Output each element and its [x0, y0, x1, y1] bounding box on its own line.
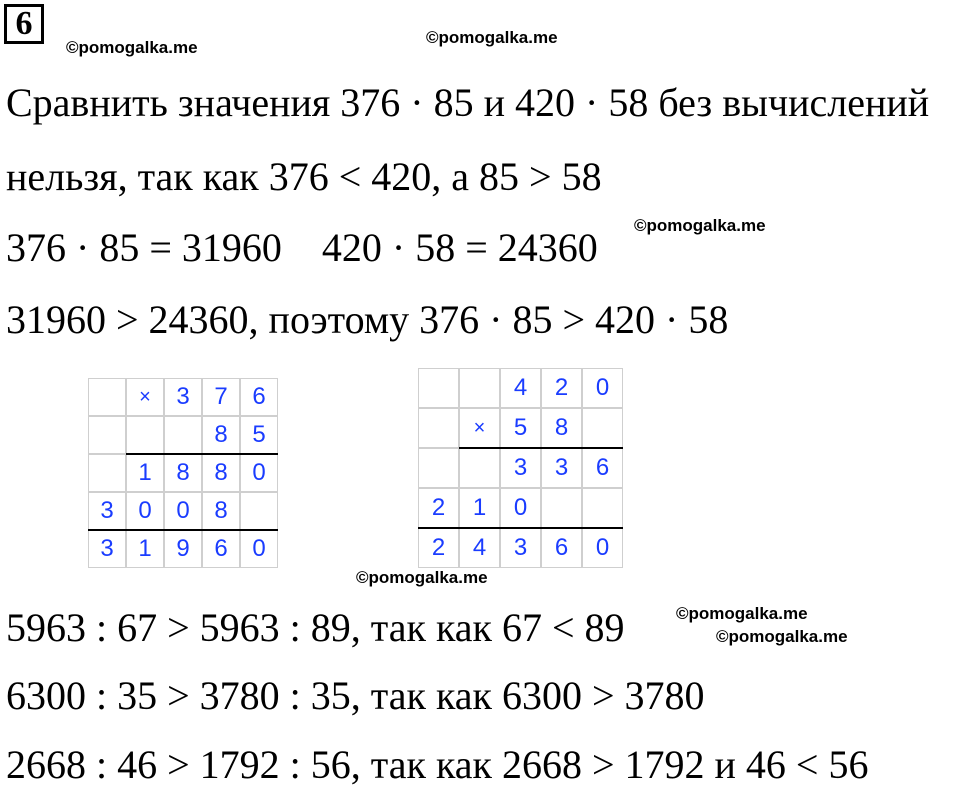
- grid-cell: [582, 408, 623, 448]
- grid-cell: 2: [541, 368, 582, 408]
- grid-cell: 3: [500, 528, 541, 568]
- sum-rule-2b: [418, 527, 623, 529]
- grid-cell: 3: [164, 378, 202, 416]
- grid-cell: 2: [418, 528, 459, 568]
- grid-cell: [88, 378, 126, 416]
- grid-cell: [418, 368, 459, 408]
- watermark: ©pomogalka.me: [716, 627, 848, 646]
- watermark: ©pomogalka.me: [426, 28, 558, 47]
- grid-cell: [88, 416, 126, 454]
- watermark: ©pomogalka.me: [676, 604, 808, 623]
- solution-line-5: 5963 : 67 > 5963 : 89, так как 67 < 89: [6, 605, 625, 650]
- grid-cell: 8: [164, 454, 202, 492]
- grid-cell: 8: [202, 454, 240, 492]
- grid-cell: 0: [582, 368, 623, 408]
- grid-cell: 3: [88, 530, 126, 568]
- task-number-badge: [4, 4, 44, 44]
- grid-cell: 0: [126, 492, 164, 530]
- grid-cell: 8: [541, 408, 582, 448]
- grid-cell: [418, 448, 459, 488]
- grid-cell: 5: [240, 416, 278, 454]
- multiply-sign: ×: [459, 408, 500, 448]
- grid-cell: 3: [541, 448, 582, 488]
- multiplication-grid-2: [418, 368, 623, 568]
- watermark: ©pomogalka.me: [634, 216, 766, 235]
- grid-cell: 1: [126, 454, 164, 492]
- grid-cell: [541, 488, 582, 528]
- grid-cell: 2: [418, 488, 459, 528]
- grid-cell: 4: [500, 368, 541, 408]
- grid-cell: [459, 448, 500, 488]
- grid-cell: [418, 408, 459, 448]
- product-rule-2a: [459, 447, 623, 449]
- grid-cell: 3: [88, 492, 126, 530]
- grid-cell: 1: [459, 488, 500, 528]
- multiply-sign: ×: [126, 378, 164, 416]
- grid-cell: 6: [582, 448, 623, 488]
- solution-line-6: 6300 : 35 > 3780 : 35, так как 6300 > 3780: [6, 673, 705, 718]
- grid-cell: [126, 416, 164, 454]
- grid-cell: [459, 368, 500, 408]
- grid-cell: 0: [240, 530, 278, 568]
- task-number: 6: [15, 5, 33, 42]
- product-rule-1a: [126, 453, 278, 455]
- grid-cell: 0: [582, 528, 623, 568]
- grid-cell: 1: [126, 530, 164, 568]
- sum-rule-1b: [88, 529, 278, 531]
- solution-line-1: Сравнить значения 376 · 85 и 420 · 58 без вычислений: [6, 80, 930, 125]
- watermark: ©pomogalka.me: [356, 568, 488, 587]
- grid-cell: 8: [202, 416, 240, 454]
- grid-cell: 5: [500, 408, 541, 448]
- multiplication-grid-1: [88, 378, 278, 568]
- grid-cell: 0: [500, 488, 541, 528]
- grid-cell: [164, 416, 202, 454]
- grid-cell: 6: [541, 528, 582, 568]
- watermark: ©pomogalka.me: [66, 38, 198, 57]
- grid-cell: [240, 492, 278, 530]
- solution-line-2: нельзя, так как 376 < 420, а 85 > 58: [6, 154, 602, 199]
- grid-cell: 9: [164, 530, 202, 568]
- grid-cell: 6: [202, 530, 240, 568]
- grid-cell: 8: [202, 492, 240, 530]
- grid-cell: 0: [164, 492, 202, 530]
- solution-line-4: 31960 > 24360, поэтому 376 · 85 > 420 · 58: [6, 297, 729, 342]
- grid-cell: 0: [240, 454, 278, 492]
- grid-cell: 4: [459, 528, 500, 568]
- solution-line-7: 2668 : 46 > 1792 : 56, так как 2668 > 1792 и 46 < 56: [6, 742, 869, 787]
- grid-cell: 6: [240, 378, 278, 416]
- solution-line-3: 376 · 85 = 31960 420 · 58 = 24360: [6, 225, 598, 270]
- grid-cell: [582, 488, 623, 528]
- grid-cell: [88, 454, 126, 492]
- grid-cell: 7: [202, 378, 240, 416]
- grid-cell: 3: [500, 448, 541, 488]
